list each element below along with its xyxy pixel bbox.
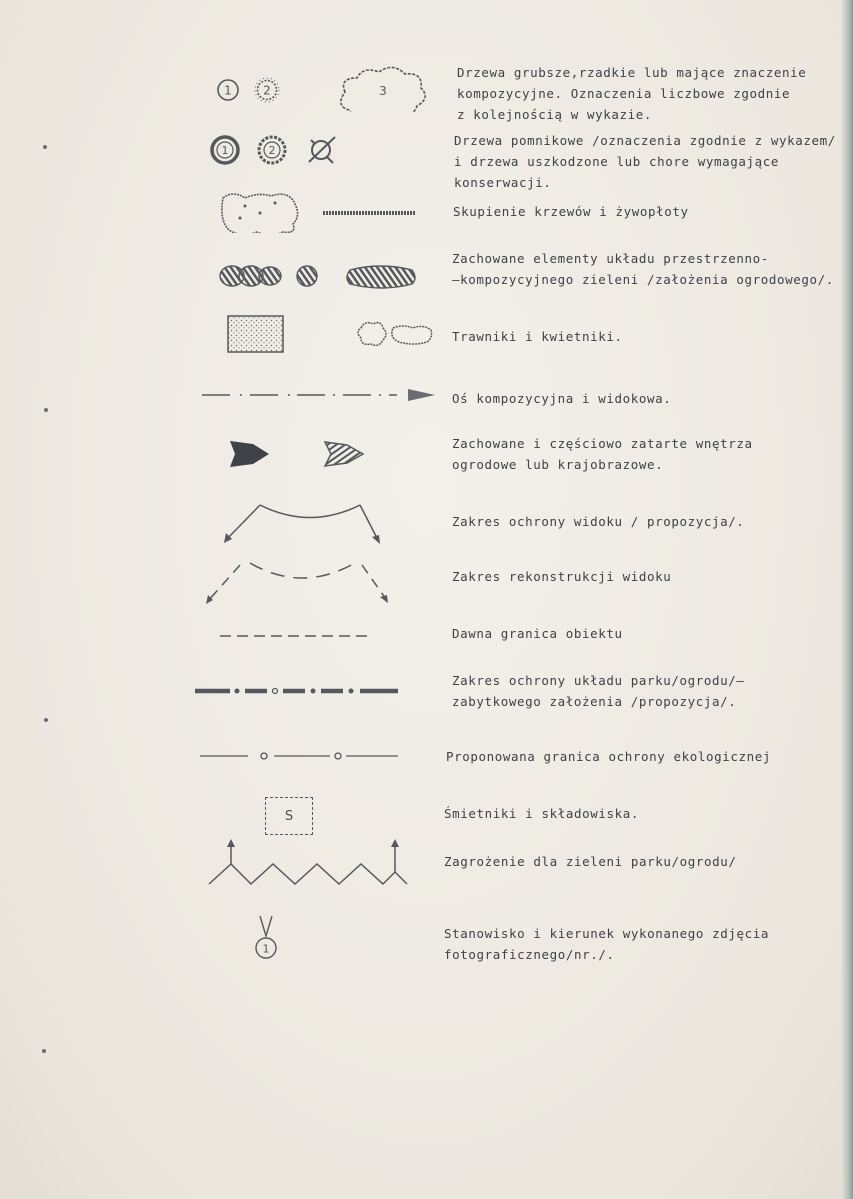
symbol-number: 1 (224, 83, 232, 98)
symbol-number: 2 (263, 83, 271, 98)
legend-text: Drzewa grubsze,rzadkie lub mające znaczenie kompozycyjne. Oznaczenia liczbowe zgodnie z kolejnością w wykazie. (457, 65, 807, 122)
lawn-flowerbed-symbols-icon (225, 314, 435, 356)
hatched-element-symbols-icon (218, 260, 423, 295)
legend-text: Proponowana granica ochrony ekologicznej (446, 749, 772, 764)
page-edge (841, 0, 853, 1199)
monument-tree-symbols-icon (205, 132, 355, 172)
symbol-number: 1 (221, 144, 229, 157)
dump-symbol-icon (265, 797, 313, 835)
legend-text: Dawna granica obiektu (452, 626, 623, 641)
symbol-number: 3 (379, 84, 387, 98)
axis-arrow-symbols-icon (200, 385, 440, 407)
margin-mark (44, 718, 48, 722)
symbol-number: 2 (268, 144, 276, 157)
symbol-number: 1 (262, 942, 270, 956)
prominent-tree-symbols-icon (210, 62, 435, 112)
legend-text: Zagrożenie dla zieleni parku/ogrodu/ (444, 854, 737, 869)
legend-text: Zakres ochrony układu parku/ogrodu/— zabytkowego założenia /propozycja/. (452, 673, 745, 709)
legend-text: Stanowisko i kierunek wykonanego zdjęcia fotograficznego/nr./. (444, 926, 770, 962)
symbol-letter: S (284, 808, 294, 824)
view-protection-arc-icon (220, 495, 390, 550)
legend-text: Zachowane elementy układu przestrzenno- —kompozycyjnego zieleni /założenia ogrodowego/. (452, 251, 834, 287)
interior-arrow-symbols-icon (225, 436, 370, 472)
park-protection-line-icon (193, 684, 403, 698)
legend-text: Zakres rekonstrukcji widoku (452, 569, 672, 584)
legend-text: Zakres ochrony widoku / propozycja/. (452, 514, 745, 529)
legend-text: Skupienie krzewów i żywopłoty (453, 204, 689, 219)
legend-text: Oś kompozycyjna i widokowa. (452, 391, 672, 406)
legend-text: Śmietniki i składowiska. (444, 806, 640, 821)
legend-text: Drzewa pomnikowe /oznaczenia zgodnie z wykazem/ i drzewa uszkodzone lub chore wymagające konserwacji. (454, 133, 836, 190)
legend-text: Trawniki i kwietniki. (452, 329, 623, 344)
threat-zigzag-icon (205, 838, 415, 890)
shrub-hedge-symbols-icon (215, 188, 425, 233)
margin-mark (43, 145, 47, 149)
photo-position-icon (250, 912, 284, 964)
former-boundary-line-icon (218, 630, 373, 642)
view-reconstruction-arc-icon (200, 553, 400, 608)
margin-mark (42, 1049, 46, 1053)
legend-text: Zachowane i częściowo zatarte wnętrza ogrodowe lub krajobrazowe. (452, 436, 753, 472)
ecological-boundary-line-icon (198, 749, 403, 763)
margin-mark (44, 408, 48, 412)
